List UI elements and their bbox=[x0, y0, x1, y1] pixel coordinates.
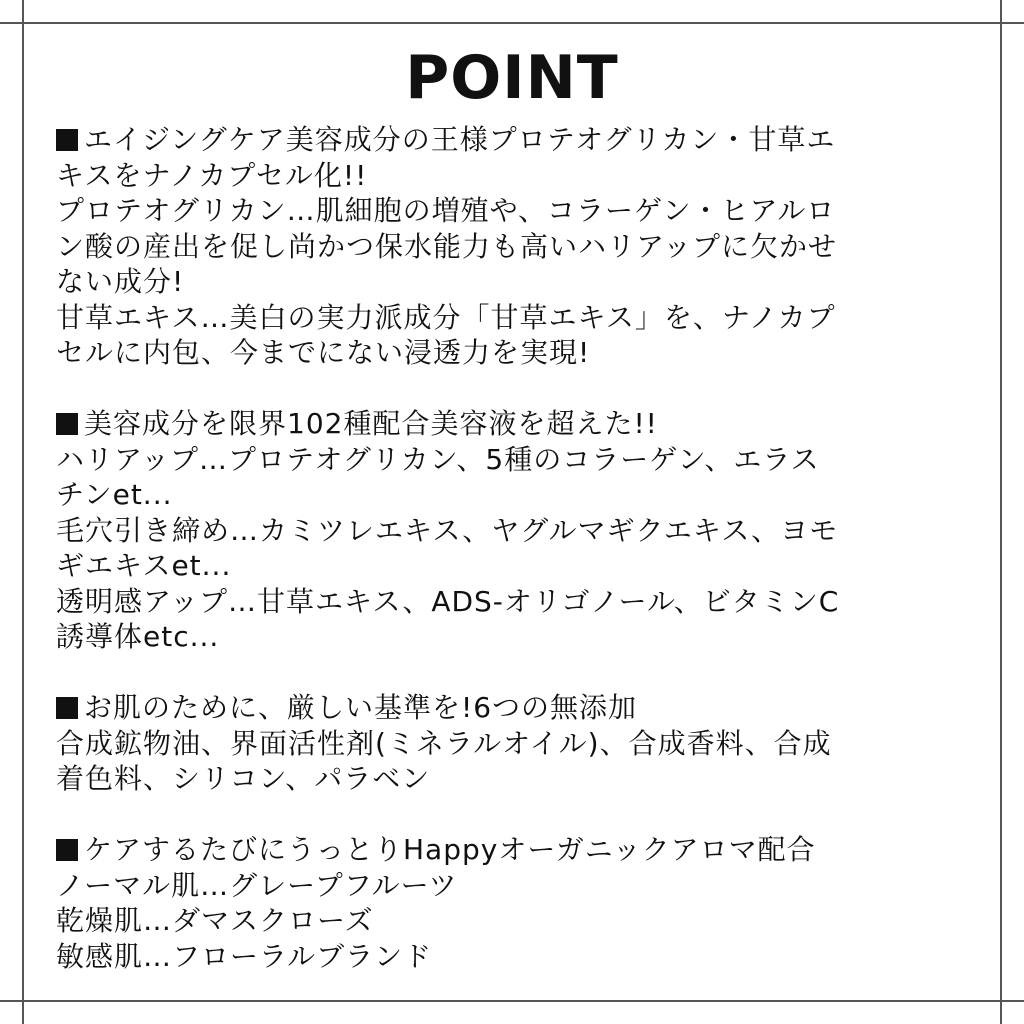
square-bullet-icon bbox=[56, 413, 78, 435]
section-heading-text: お肌のために、厳しい基準を!6つの無添加 bbox=[84, 691, 638, 724]
text-line: 乾燥肌…ダマスクローズ bbox=[56, 904, 374, 937]
text-line: ハリアップ…プロテオグリカン、5種のコラーゲン、エラス bbox=[56, 442, 820, 476]
section-additive-free bbox=[56, 690, 976, 797]
text-line: セルに内包、今までにない浸透力を実現! bbox=[56, 336, 591, 369]
text-line: チンet... bbox=[56, 478, 173, 511]
text-line: ノーマル肌…グレープフルーツ bbox=[56, 868, 458, 902]
text-line: 甘草エキス…美白の実力派成分「甘草エキス」を、ナノカプ bbox=[56, 300, 836, 334]
text-line: ン酸の産出を促し尚かつ保水能力も高いハリアップに欠かせ bbox=[56, 229, 838, 263]
section-nano-capsule bbox=[56, 122, 976, 371]
section-heading bbox=[56, 832, 976, 868]
square-bullet-icon bbox=[56, 839, 78, 861]
text-line: 着色料、シリコン、パラベン bbox=[56, 762, 431, 795]
section-heading-text: ケアするたびにうっとりHappyオーガニックアロマ配合 bbox=[84, 833, 816, 866]
text-line: 透明感アップ…甘草エキス、ADS-オリゴノール、ビタミンC bbox=[56, 584, 840, 618]
section-heading-text: エイジングケア美容成分の王様プロテオグリカン・甘草エ bbox=[84, 123, 836, 156]
frame-bottom-line bbox=[0, 1000, 1024, 1002]
section-heading bbox=[56, 122, 976, 158]
frame-top-line bbox=[0, 22, 1024, 24]
section-organic-aroma bbox=[56, 832, 976, 974]
square-bullet-icon bbox=[56, 697, 78, 719]
page-title: POINT bbox=[405, 43, 619, 113]
content bbox=[56, 122, 976, 974]
section-102-ingredients bbox=[56, 406, 976, 655]
text-line: 敏感肌…フローラルブランド bbox=[56, 939, 433, 973]
text-line: ギエキスet... bbox=[56, 549, 232, 582]
square-bullet-icon bbox=[56, 129, 78, 151]
frame-right-line bbox=[1000, 0, 1002, 1024]
frame-left-line bbox=[22, 0, 24, 1024]
text-line: キスをナノカプセル化!! bbox=[56, 158, 368, 192]
section-heading bbox=[56, 690, 976, 726]
text-line: 誘導体etc... bbox=[56, 620, 220, 653]
section-heading bbox=[56, 406, 976, 442]
text-line: 毛穴引き締め…カミツレエキス、ヤグルマギクエキス、ヨモ bbox=[56, 513, 839, 547]
text-line: 合成鉱物油、界面活性剤(ミネラルオイル)、合成香料、合成 bbox=[56, 726, 832, 760]
text-line: プロテオグリカン…肌細胞の増殖や、コラーゲン・ヒアルロ bbox=[56, 194, 836, 227]
section-heading-text: 美容成分を限界102種配合美容液を超えた!! bbox=[84, 407, 658, 440]
text-line: ない成分! bbox=[56, 265, 185, 298]
